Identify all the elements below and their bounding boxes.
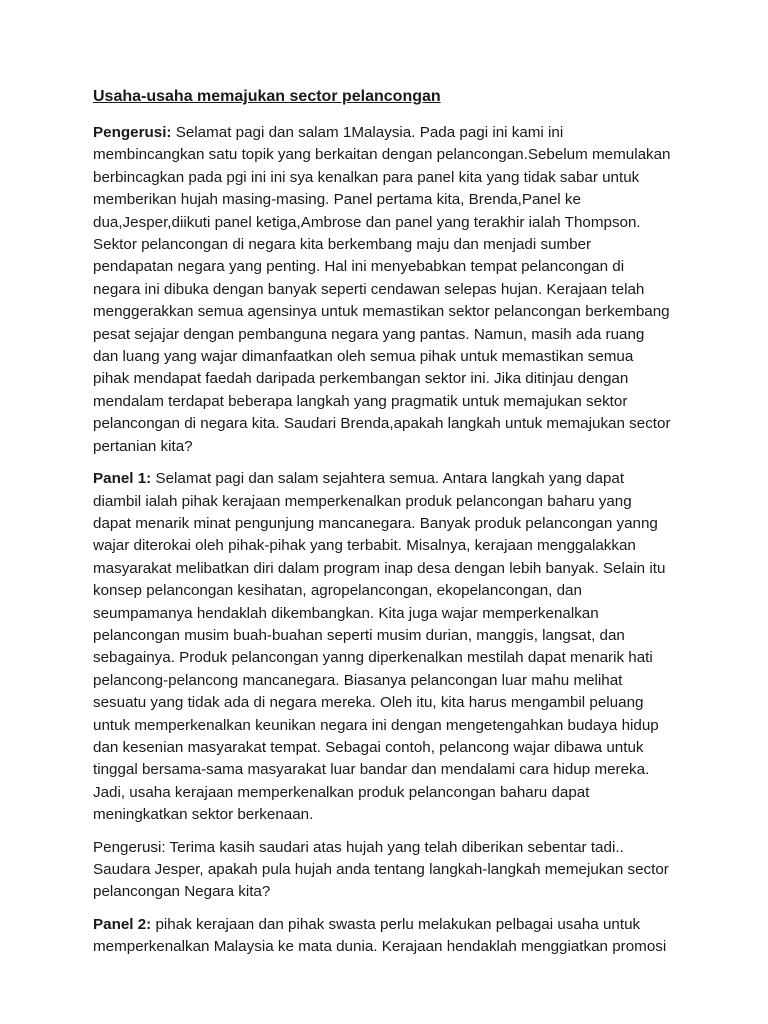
speaker-label: Pengerusi: <box>93 124 172 141</box>
paragraph-chairperson-transition <box>93 837 673 904</box>
document-title: Usaha-usaha memajukan sector pelancongan <box>93 88 441 105</box>
paragraph-panel-1 <box>93 468 673 827</box>
speaker-label: Panel 1: <box>93 470 152 488</box>
paragraph-chairperson-opening <box>93 122 673 458</box>
document-page <box>93 86 673 969</box>
paragraph-text: Selamat pagi dan salam 1Malaysia. Pada pagi ini kami ini membincangkan satu topik yang berkaitan dengan pelancongan.Sebelum memulakan berbincagkan pada pgi ini ini sya kenalkan para panel kita yang tidak sabar untuk memberikan hujah masing-masing. Panel pertama kita, Brenda,Panel ke dua,Jesper,diikuti panel ketiga,Ambrose dan panel yang terakhir ialah Thompson. Sektor pelancongan di negara kita berkembang maju dan menjadi sumber pendapatan negara yang penting. Hal ini menyebabkan tempat pelancongan di negara ini dibuka dengan banyak seperti cendawan selepas hujan. Kerajaan telah menggerakkan semua agensinya untuk memastikan sektor pelancongan berkembang pesat sejajar dengan pembanguna negara yang pantas. Namun, masih ada ruang dan luang yang wajar dimanfaatkan oleh semua pihak untuk memastikan semua pihak mendapat faedah daripada perkembangan sektor ini. Jika ditinjau dengan mendalam terdapat beberapa langkah yang pragmatik untuk memajukan sektor pelancongan di negara kita. Saudari Brenda,apakah langkah untuk memajukan sector pertanian kita? <box>93 124 671 455</box>
paragraph-text: pihak kerajaan dan pihak swasta perlu melakukan pelbagai usaha untuk memperkenalkan Malaysia ke mata dunia. Kerajaan hendaklah menggiatkan promosi <box>93 915 667 956</box>
speaker-label: Pengerusi: <box>93 838 166 856</box>
paragraph-text: Selamat pagi dan salam sejahtera semua. Antara langkah yang dapat diambil ialah pihak kerajaan memperkenalkan produk pelancongan baharu yang dapat menarik minat pengunjung mancanegara. Banyak produk pelancongan yanng wajar diterokai oleh pihak-pihak yang terbabit. Misalnya, kerajaan menggalakkan masyarakat melibatkan diri dalam program inap desa dengan lebih banyak. Selain itu konsep pelancongan kesihatan, agropelancongan, ekopelancongan, dan seumpamanya hendaklah dikembangkan. Kita juga wajar memperkenalkan pelancongan musim buah-buahan seperti musim durian, manggis, langsat, dan sebagainya. Produk pelancongan yanng diperkenalkan mestilah dapat menarik hati pelancong-pelancong mancanegara. Biasanya pelancongan luar mahu melihat sesuatu yang tidak ada di negara mereka. Oleh itu, kita harus mengambil peluang untuk memperkenalkan keunikan negara ini dengan mengetengahkan budaya hidup dan kesenian masyarakat tempat. Sebagai contoh, pelancong wajar dibawa untuk tinggal bersama-sama masyarakat luar bandar dan mendalami cara hidup mereka. Jadi, usaha kerajaan memperkenalkan produk pelancongan baharu dapat meningkatkan sektor berkenaan. <box>93 470 666 824</box>
speaker-label: Panel 2: <box>93 915 152 933</box>
paragraph-text: Terima kasih saudari atas hujah yang telah diberikan sebentar tadi.. Saudara Jesper, apakah pula hujah anda tentang langkah-langkah memejukan sector pelancongan Negara kita? <box>93 838 669 901</box>
paragraph-panel-2 <box>93 914 673 959</box>
